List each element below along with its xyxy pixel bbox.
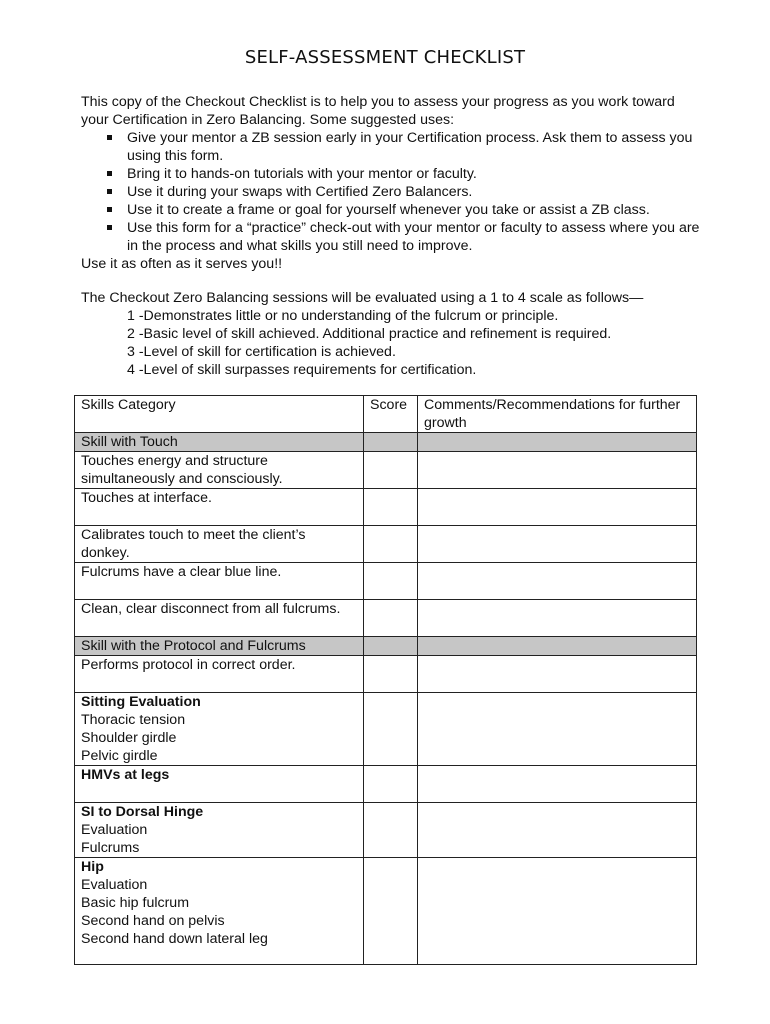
score-cell[interactable] <box>364 637 418 656</box>
group-item: Second hand on pelvis <box>81 913 225 929</box>
score-cell[interactable] <box>364 433 418 452</box>
scale-level-2: 2 -Basic level of skill achieved. Additional practice and refinement is required. <box>127 326 612 342</box>
table-row <box>75 858 697 965</box>
scale-section <box>81 289 701 379</box>
score-cell[interactable] <box>364 600 418 637</box>
comment-cell[interactable] <box>418 489 697 526</box>
score-cell[interactable] <box>364 656 418 693</box>
table-row <box>75 489 697 526</box>
intro-paragraph: This copy of the Checkout Checklist is to help you to assess your progress as you work toward your Certification in Zero Balancing. Some suggested uses: <box>81 94 675 128</box>
skill-group <box>75 858 364 965</box>
comment-cell[interactable] <box>418 656 697 693</box>
skill-label: Fulcrums have a clear blue line. <box>75 563 364 600</box>
comment-cell[interactable] <box>418 766 697 803</box>
skill-label: Clean, clear disconnect from all fulcrums. <box>75 600 364 637</box>
score-cell[interactable] <box>364 452 418 489</box>
skill-group <box>75 693 364 766</box>
comment-cell[interactable] <box>418 803 697 858</box>
section-label: Skill with the Protocol and Fulcrums <box>75 637 364 656</box>
comment-cell[interactable] <box>418 693 697 766</box>
section-label: Skill with Touch <box>75 433 364 452</box>
list-item: Use it to create a frame or goal for yourself whenever you take or assist a ZB class. <box>127 201 701 219</box>
list-item: Use this form for a “practice” check-out with your mentor or faculty to assess where you are in the process and what skills you still need to improve. <box>127 220 700 254</box>
scale-level-4: 4 -Level of skill surpasses requirements for certification. <box>127 362 477 378</box>
scale-intro: The Checkout Zero Balancing sessions will be evaluated using a 1 to 4 scale as follows— <box>81 290 644 306</box>
comment-cell[interactable] <box>418 526 697 563</box>
intro-section <box>81 93 701 273</box>
group-heading: HMVs at legs <box>81 767 170 783</box>
score-cell[interactable] <box>364 766 418 803</box>
list-item: Give your mentor a ZB session early in your Certification process. Ask them to assess you using this form. <box>127 129 701 165</box>
comment-cell[interactable] <box>418 452 697 489</box>
comment-cell[interactable] <box>418 600 697 637</box>
skill-label: Touches energy and structure simultaneously and consciously. <box>75 452 364 489</box>
header-score: Score <box>364 396 418 433</box>
table-row <box>75 656 697 693</box>
group-item: Thoracic tension <box>81 712 186 728</box>
table-row <box>75 693 697 766</box>
comment-cell[interactable] <box>418 637 697 656</box>
header-skills-category: Skills Category <box>75 396 364 433</box>
skill-label: Performs protocol in correct order. <box>75 656 364 693</box>
group-heading: SI to Dorsal Hinge <box>81 804 204 820</box>
score-cell[interactable] <box>364 693 418 766</box>
table-row <box>75 526 697 563</box>
table-row <box>75 452 697 489</box>
comment-cell[interactable] <box>418 563 697 600</box>
comment-cell[interactable] <box>418 433 697 452</box>
group-heading: Sitting Evaluation <box>81 694 201 710</box>
suggested-uses-list <box>81 129 701 255</box>
group-item: Fulcrums <box>81 840 140 856</box>
skill-label: Touches at interface. <box>75 489 364 526</box>
group-item: Basic hip fulcrum <box>81 895 190 911</box>
score-cell[interactable] <box>364 526 418 563</box>
scale-level-3: 3 -Level of skill for certification is achieved. <box>127 344 396 360</box>
table-row <box>75 600 697 637</box>
group-item: Shoulder girdle <box>81 730 177 746</box>
list-item: Use it during your swaps with Certified Zero Balancers. <box>127 183 701 201</box>
score-cell[interactable] <box>364 858 418 965</box>
scale-levels <box>81 307 701 379</box>
page-title: SELF-ASSESSMENT CHECKLIST <box>244 47 526 68</box>
skills-table <box>74 395 697 965</box>
score-cell[interactable] <box>364 489 418 526</box>
score-cell[interactable] <box>364 803 418 858</box>
skill-group <box>75 803 364 858</box>
section-row-protocol <box>75 637 697 656</box>
group-heading: Hip <box>81 859 104 875</box>
group-item: Second hand down lateral leg <box>81 931 268 947</box>
group-item: Pelvic girdle <box>81 748 158 764</box>
table-row <box>75 563 697 600</box>
table-row <box>75 803 697 858</box>
comment-cell[interactable] <box>418 858 697 965</box>
table-row <box>75 766 697 803</box>
scale-level-1: 1 -Demonstrates little or no understanding of the fulcrum or principle. <box>127 308 559 324</box>
section-row-touch <box>75 433 697 452</box>
skill-group <box>75 766 364 803</box>
skill-label: Calibrates touch to meet the client’s donkey. <box>75 526 364 563</box>
table-header-row <box>75 396 697 433</box>
intro-closing: Use it as often as it serves you!! <box>81 256 283 272</box>
group-item: Evaluation <box>81 877 148 893</box>
header-comments: Comments/Recommendations for further growth <box>418 396 697 433</box>
list-item: Bring it to hands-on tutorials with your mentor or faculty. <box>127 165 701 183</box>
group-item: Evaluation <box>81 822 148 838</box>
score-cell[interactable] <box>364 563 418 600</box>
